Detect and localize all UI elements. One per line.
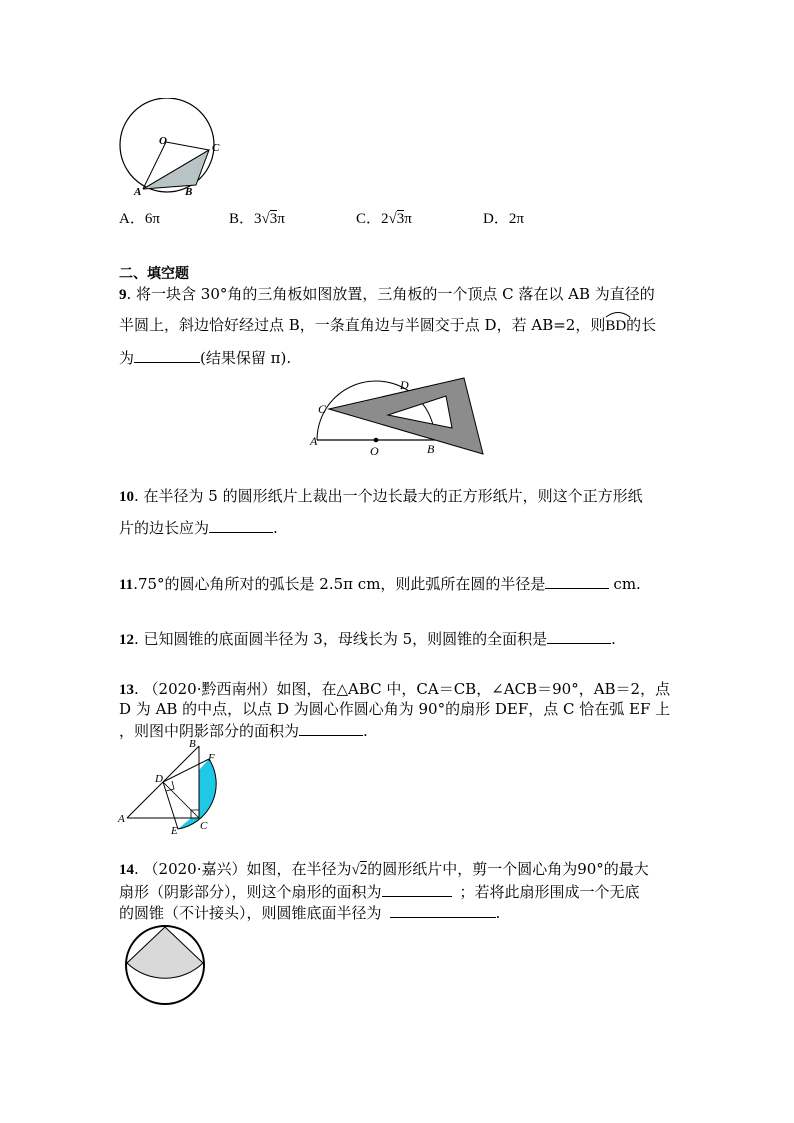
circle-sector-figure [117,922,213,1008]
arc-bd: BD [605,318,627,334]
option-c: C．2√3π [356,211,412,227]
q9-answer-blank [134,348,200,363]
q13-line1: 13. （2020·黔西南州）如图，在△ABC 中，CA＝CB，∠ACB＝90°，AB＝2，点 [119,680,671,698]
label-a: A [310,434,318,448]
label-c: C [200,820,208,832]
q9-line2: 半圆上，斜边恰好经过点 B，一条直角边与半圆交于点 D，若 AB=2，则BD 的长 [119,316,656,335]
label-b: B [427,442,435,456]
option-d: D．2π [483,211,524,227]
option-b: B．3√3π [229,211,285,227]
label-c: C [318,402,327,416]
q13-line2: D 为 AB 的中点，以点 D 为圆心作圆心角为 90°的扇形 DEF，点 C 恰在弧 EF 上 [119,700,671,718]
label-a: A [134,186,142,198]
label-c: C [212,142,220,154]
q14-line3: 的圆锥（不计接头），则圆锥底面半径为 . [119,904,501,922]
q10-line2: 片的边长应为 . [119,519,278,537]
q12-answer-blank [547,629,611,644]
option-a: A．6π [119,211,160,227]
q13-answer-blank [299,721,363,736]
q13-line3: ，则图中阴影部分的面积为 . [119,722,368,740]
q11-line: 11.75°的圆心角所对的弧长是 2.5π cm，则此弧所在圆的半径是 cm. [119,575,641,593]
q11-answer-blank [545,574,609,589]
q10-line1: 10. 在半径为 5 的圆形纸片上裁出一个边长最大的正方形纸片，则这个正方形纸 [119,487,643,505]
label-e: E [171,825,178,835]
q14-line1: 14. （2020·嘉兴）如图，在半径为√2的圆形纸片中，剪一个圆心角为90°的最大 [119,860,649,878]
label-o: O [370,444,379,458]
label-d: D [400,378,409,392]
q10-answer-blank [209,518,273,533]
label-b: B [185,186,193,198]
q14-line2: 扇形（阴影部分），则这个扇形的面积为 ；若将此扇形围成一个无底 [119,883,640,901]
label-o: O [159,135,167,147]
label-f: F [208,752,215,764]
q9-line1: 9. 将一块含 30°角的三角板如图放置，三角板的一个顶点 C 落在以 AB 为直径的 [119,285,655,303]
label-d: D [155,773,163,785]
q14-answer-blank-2 [390,903,496,918]
label-b: B [189,738,196,750]
circle-figure-1 [112,98,232,198]
label-a: A [118,813,125,825]
semicircle-figure [305,372,490,458]
q12-line: 12. 已知圆锥的底面圆半径为 3，母线长为 5，则圆锥的全面积是 . [119,630,616,648]
triangle-sector-figure [115,738,230,835]
q9-line3: 为 (结果保留 π). [119,349,292,367]
q14-answer-blank-1 [382,882,452,897]
section-heading: 二、填空题 [119,266,189,282]
